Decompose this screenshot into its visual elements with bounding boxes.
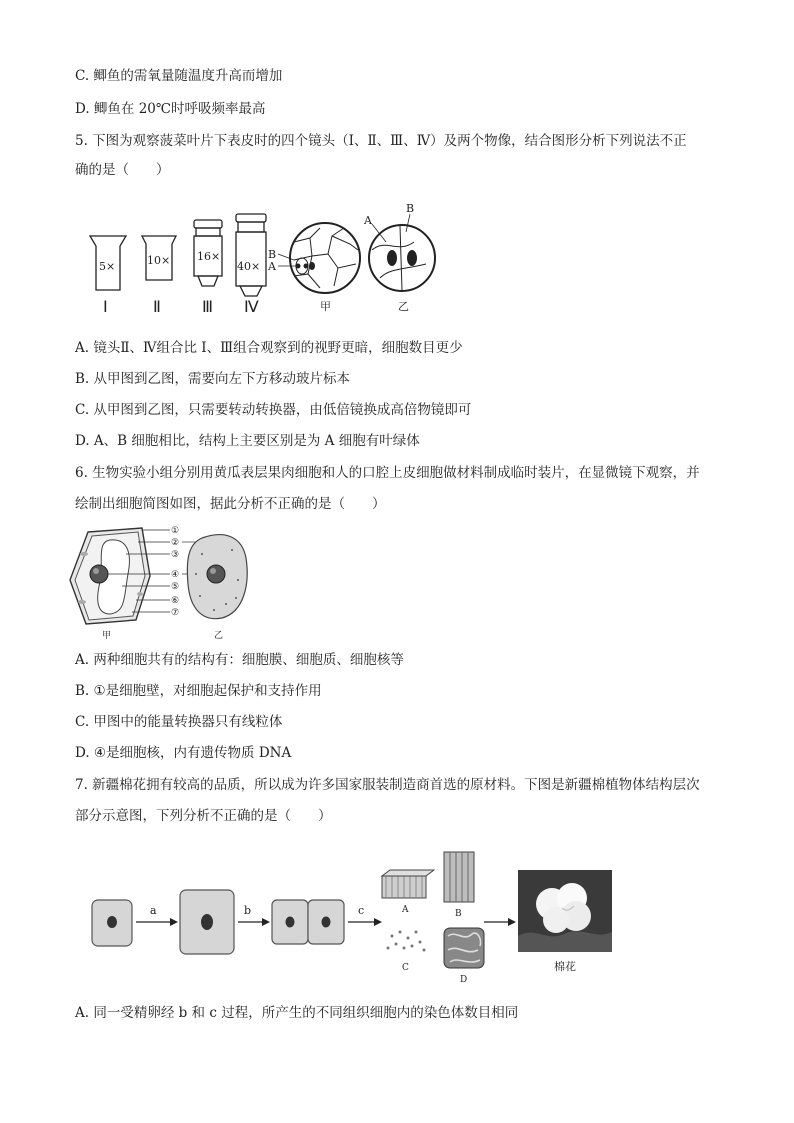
q5-stem-line2: 确的是（ ） — [75, 162, 170, 178]
lens-4-label: 40× — [237, 260, 261, 273]
animal-cell — [187, 535, 247, 641]
tissue-b — [444, 852, 474, 919]
tissue-d — [444, 928, 484, 985]
q6-option-b: B. ①是细胞壁，对细胞起保护和支持作用 — [75, 683, 322, 699]
q6-stem-line2: 绘制出细胞简图如图，据此分析不正确的是（ ） — [75, 496, 386, 512]
lens-3-label: 16× — [197, 250, 221, 263]
view-jia-caption: 甲 — [320, 300, 331, 313]
label-1: ① — [171, 526, 180, 536]
q5-option-a: A. 镜头Ⅱ、Ⅳ组合比 I、Ⅲ组合观察到的视野更暗，细胞数目更少 — [75, 340, 463, 356]
plant-cell — [70, 528, 150, 641]
view-jia-label-b: B — [268, 248, 277, 261]
q4-option-d: D. 鲫鱼在 20℃时呼吸频率最高 — [75, 101, 266, 117]
label-3: ③ — [171, 550, 180, 560]
q6-option-c: C. 甲图中的能量转换器只有线粒体 — [75, 714, 283, 730]
tissue-a-label: A — [402, 905, 409, 915]
tissue-b-label: B — [455, 909, 462, 919]
q5-option-d: D. A、B 细胞相比，结构上主要区别是为 A 细胞有叶绿体 — [75, 433, 420, 449]
animal-cell-caption: 乙 — [214, 631, 224, 641]
lens-2-eyepiece — [142, 236, 176, 316]
arrow-b-label: b — [244, 904, 252, 917]
view-jia-label-a: A — [268, 260, 276, 273]
lens-1-label: 5× — [99, 260, 116, 273]
tissue-c — [387, 931, 426, 974]
lens-4-objective — [236, 214, 266, 316]
tissue-c-label: C — [402, 963, 409, 973]
view-yi-label-b: B — [406, 202, 415, 215]
label-2: ② — [171, 538, 180, 548]
plant-cell-caption: 甲 — [102, 631, 112, 641]
q5-stem-line1: 5. 下图为观察菠菜叶片下表皮时的四个镜头（I、Ⅱ、Ⅲ、Ⅳ）及两个物像，结合图形分析下列说法不正 — [75, 133, 687, 149]
q5-option-c: C. 从甲图到乙图，只需要转动转换器，由低倍镜换成高倍物镜即可 — [75, 402, 472, 418]
microscope-figure — [80, 198, 450, 322]
q6-stem-line1: 6. 生物实验小组分别用黄瓜表层果肉细胞和人的口腔上皮细胞做材料制成临时装片，在显微镜下观察，并 — [75, 465, 700, 481]
cell-diagram-figure — [66, 524, 256, 642]
view-jia — [267, 223, 360, 313]
cell-stage-2 — [180, 890, 234, 954]
lens-1-numeral: Ⅰ — [103, 299, 108, 316]
lens-2-label: 10× — [147, 254, 171, 267]
label-5: ⑤ — [171, 582, 180, 592]
label-4: ④ — [171, 570, 180, 580]
cell-stage-3 — [272, 900, 344, 944]
lens-2-numeral: Ⅱ — [153, 299, 161, 316]
q4-option-c: C. 鲫鱼的需氧量随温度升高而增加 — [75, 68, 283, 84]
lens-3-numeral: Ⅲ — [202, 299, 214, 316]
arrow-c-label: c — [358, 904, 365, 917]
lens-4-numeral: Ⅳ — [244, 299, 259, 316]
cotton-label: 棉花 — [554, 960, 576, 973]
label-6: ⑥ — [171, 596, 180, 606]
lens-3-objective — [194, 220, 222, 316]
view-yi-caption: 乙 — [398, 300, 409, 313]
tissue-a — [382, 870, 434, 915]
view-yi — [363, 202, 435, 313]
arrow-a-label: a — [150, 904, 157, 917]
view-yi-label-a: A — [364, 214, 372, 227]
cotton-photo — [518, 870, 612, 973]
q7-stem-line1: 7. 新疆棉花拥有较高的品质，所以成为许多国家服装制造商首选的原材料。下图是新疆棉植物体结构层次 — [75, 777, 700, 793]
cotton-structure-figure — [86, 846, 616, 986]
q7-stem-line2: 部分示意图，下列分析不正确的是（ ） — [75, 808, 332, 824]
q5-option-b: B. 从甲图到乙图，需要向左下方移动玻片标本 — [75, 371, 351, 387]
lens-1-eyepiece — [90, 236, 126, 316]
label-7: ⑦ — [171, 608, 180, 618]
cell-stage-1 — [92, 900, 132, 946]
q6-option-a: A. 两种细胞共有的结构有：细胞膜、细胞质、细胞核等 — [75, 652, 404, 668]
q6-option-d: D. ④是细胞核，内有遗传物质 DNA — [75, 745, 292, 761]
q7-option-a: A. 同一受精卵经 b 和 c 过程，所产生的不同组织细胞内的染色体数目相同 — [75, 1005, 519, 1021]
tissue-d-label: D — [460, 975, 468, 985]
